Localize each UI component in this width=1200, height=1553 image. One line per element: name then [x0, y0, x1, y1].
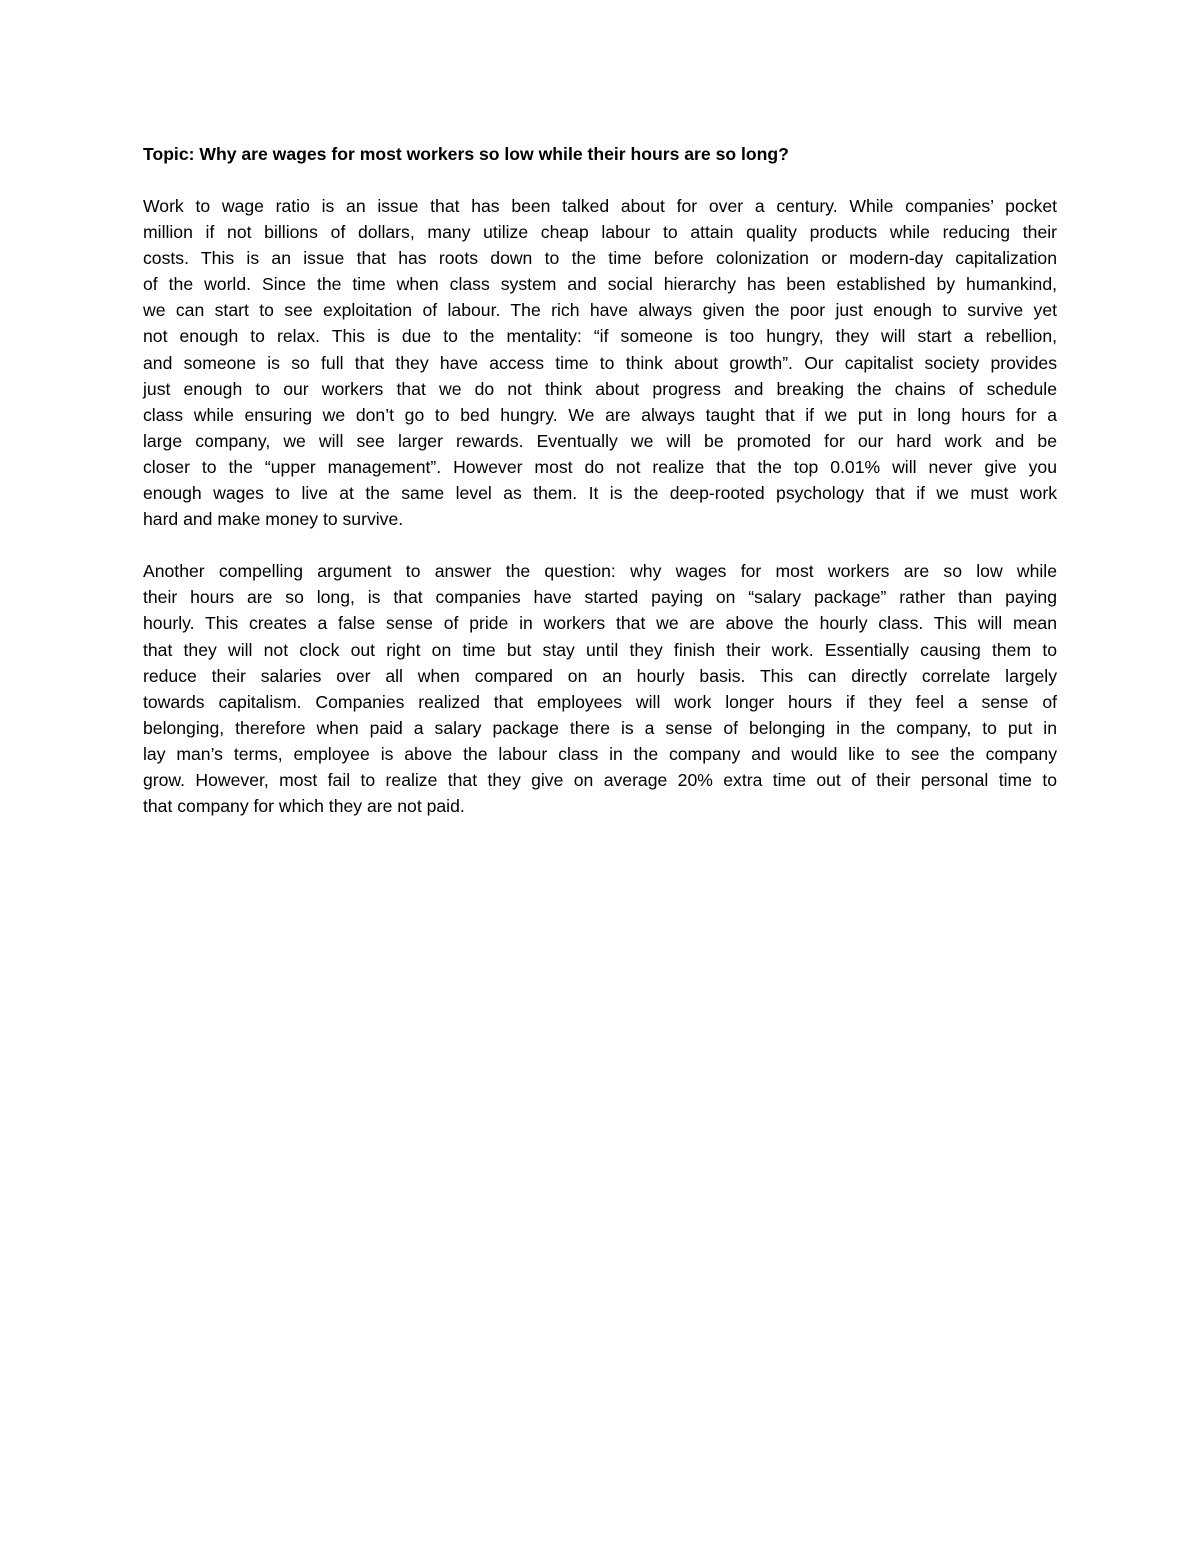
paragraph-line: enough wages to live at the same level as them. It is the deep-rooted psychology that if we must work — [143, 483, 1057, 504]
paragraph-line: large company, we will see larger rewards. Eventually we will be promoted for our hard work and be — [143, 430, 1057, 451]
paragraph-line: we can start to see exploitation of labour. The rich have always given the poor just enough to survive yet — [143, 300, 1057, 321]
paragraph-line: class while ensuring we don’t go to bed hungry. We are always taught that if we put in long hours for a — [143, 404, 1057, 425]
paragraph-line: reduce their salaries over all when compared on an hourly basis. This can directly correlate largely — [143, 665, 1057, 686]
paragraph-line: not enough to relax. This is due to the mentality: “if someone is too hungry, they will start a rebellion, — [143, 326, 1057, 347]
paragraph-line: Work to wage ratio is an issue that has been talked about for over a century. While companies’ pocket — [143, 196, 1057, 216]
paragraph-line: million if not billions of dollars, many utilize cheap labour to attain quality products while reducing their — [143, 222, 1057, 243]
paragraph-1 — [143, 193, 1057, 532]
paragraph-line: that they will not clock out right on time but stay until they finish their work. Essentially causing them to — [143, 639, 1057, 660]
paragraph-line: towards capitalism. Companies realized that employees will work longer hours if they feel a sense of — [143, 691, 1057, 712]
paragraph-line: of the world. Since the time when class system and social hierarchy has been established by humankind, — [143, 274, 1057, 295]
paragraph-2 — [143, 558, 1057, 819]
paragraph-line: that company for which they are not paid. — [143, 796, 465, 817]
paragraph-line: and someone is so full that they have access time to think about growth”. Our capitalist society provides — [143, 352, 1057, 373]
topic-heading: Topic: Why are wages for most workers so low while their hours are so long? — [143, 144, 789, 164]
document-body — [143, 141, 1057, 845]
paragraph-line: belonging, therefore when paid a salary package there is a sense of belonging in the company, to put in — [143, 717, 1057, 738]
paragraph-line: just enough to our workers that we do not think about progress and breaking the chains of schedule — [143, 378, 1057, 399]
paragraph-line: Another compelling argument to answer the question: why wages for most workers are so low while — [143, 561, 1057, 582]
paragraph-line: lay man’s terms, employee is above the labour class in the company and would like to see the company — [143, 743, 1057, 764]
paragraph-line: costs. This is an issue that has roots down to the time before colonization or modern-day capitalization — [143, 248, 1057, 269]
paragraph-line: grow. However, most fail to realize that they give on average 20% extra time out of their personal time to — [143, 769, 1057, 790]
paragraph-line: hourly. This creates a false sense of pride in workers that we are above the hourly class. This will mean — [143, 613, 1057, 634]
paragraph-line: hard and make money to survive. — [143, 509, 404, 530]
paragraph-line: their hours are so long, is that companies have started paying on “salary package” rather than paying — [143, 587, 1057, 608]
paragraph-line: closer to the “upper management”. However most do not realize that the top 0.01% will never give you — [143, 456, 1057, 477]
